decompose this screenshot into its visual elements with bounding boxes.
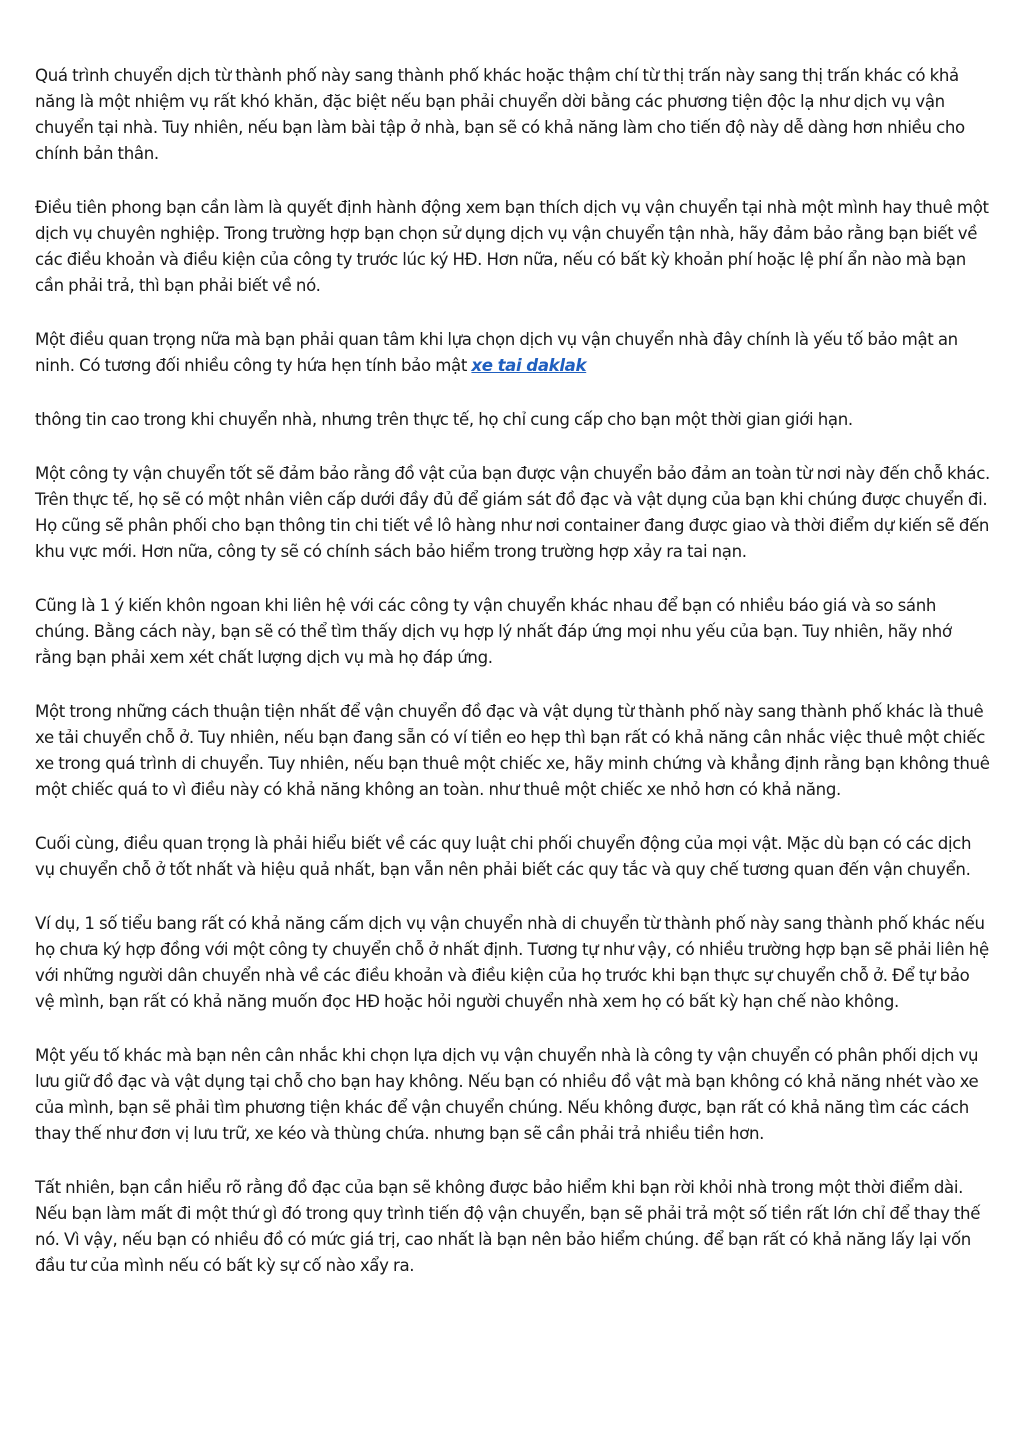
- paragraph-3: [35, 327, 990, 379]
- paragraph-5-text: Một công ty vận chuyển tốt sẽ đảm bảo rằng đồ vật của bạn được vận chuyển bảo đảm an toàn từ nơi này đến chỗ khác. Trên thực tế, họ sẽ có một nhân viên cấp dưới đầy đủ để giám sát đồ đạc và vật dụng của bạn khi chúng được chuyển đi. Họ cũng sẽ phân phối cho bạn thông tin chi tiết về lô hàng như nơi container đang được giao và thời điểm dự kiến sẽ đến khu vực mới. Hơn nữa, công ty sẽ có chính sách bảo hiểm trong trường hợp xảy ra tai nạn.: [35, 464, 990, 561]
- paragraph-8: [35, 831, 990, 883]
- paragraph-7-text: Một trong những cách thuận tiện nhất để vận chuyển đồ đạc và vật dụng từ thành phố này sang thành phố khác là thuê xe tải chuyển chỗ ở. Tuy nhiên, nếu bạn đang sẵn có ví tiền eo hẹp thì bạn rất có khả năng cân nhắc việc thuê một chiếc xe trong quá trình di chuyển. Tuy nhiên, nếu bạn thuê một chiếc xe, hãy minh chứng và khẳng định rằng bạn không thuê một chiếc quá to vì điều này có khả năng không an toàn. như thuê một chiếc xe nhỏ hơn có khả năng.: [35, 702, 990, 799]
- paragraph-10: [35, 1043, 990, 1147]
- paragraph-1: [35, 63, 990, 167]
- paragraph-2-text: Điều tiên phong bạn cần làm là quyết định hành động xem bạn thích dịch vụ vận chuyển tại nhà một mình hay thuê một dịch vụ chuyên nghiệp. Trong trường hợp bạn chọn sử dụng dịch vụ vận chuyển tận nhà, hãy đảm bảo rằng bạn biết về các điều khoản và điều kiện của công ty trước lúc ký HĐ. Hơn nữa, nếu có bất kỳ khoản phí hoặc lệ phí ẩn nào mà bạn cần phải trả, thì bạn phải biết về nó.: [35, 198, 989, 295]
- paragraph-9: [35, 911, 990, 1015]
- paragraph-2: [35, 195, 990, 299]
- paragraph-1-text: Quá trình chuyển dịch từ thành phố này sang thành phố khác hoặc thậm chí từ thị trấn này sang thị trấn khác có khả năng là một nhiệm vụ rất khó khăn, đặc biệt nếu bạn phải chuyển dời bằng các phương tiện độc lạ như dịch vụ vận chuyển tại nhà. Tuy nhiên, nếu bạn làm bài tập ở nhà, bạn sẽ có khả năng làm cho tiến độ này dễ dàng hơn nhiều cho chính bản thân.: [35, 66, 965, 163]
- xe-tai-daklak-link[interactable]: xe tai daklak: [471, 356, 587, 375]
- paragraph-9-text: Ví dụ, 1 số tiểu bang rất có khả năng cấm dịch vụ vận chuyển nhà di chuyển từ thành phố này sang thành phố khác nếu họ chưa ký hợp đồng với một công ty chuyển chỗ ở nhất định. Tương tự như vậy, có nhiều trường hợp bạn sẽ phải liên hệ với những người dân chuyển nhà về các điều khoản và điều kiện của họ trước khi bạn thực sự chuyển chỗ ở. Để tự bảo vệ mình, bạn rất có khả năng muốn đọc HĐ hoặc hỏi người chuyển nhà xem họ có bất kỳ hạn chế nào không.: [35, 914, 989, 1011]
- paragraph-11: [35, 1175, 990, 1279]
- paragraph-4-text: thông tin cao trong khi chuyển nhà, nhưng trên thực tế, họ chỉ cung cấp cho bạn một thời gian giới hạn.: [35, 410, 853, 429]
- paragraph-10-text: Một yếu tố khác mà bạn nên cân nhắc khi chọn lựa dịch vụ vận chuyển nhà là công ty vận chuyển có phân phối dịch vụ lưu giữ đồ đạc và vật dụng tại chỗ cho bạn hay không. Nếu bạn có nhiều đồ vật mà bạn không có khả năng nhét vào xe của mình, bạn sẽ phải tìm phương tiện khác để vận chuyển chúng. Nếu không được, bạn rất có khả năng tìm các cách thay thế như đơn vị lưu trữ, xe kéo và thùng chứa. nhưng bạn sẽ cần phải trả nhiều tiền hơn.: [35, 1046, 979, 1143]
- paragraph-7: [35, 699, 990, 803]
- paragraph-3-text: Một điều quan trọng nữa mà bạn phải quan tâm khi lựa chọn dịch vụ vận chuyển nhà đây chính là yếu tố bảo mật an ninh. Có tương đối nhiều công ty hứa hẹn tính bảo mật: [35, 330, 958, 375]
- paragraph-6-text: Cũng là 1 ý kiến khôn ngoan khi liên hệ với các công ty vận chuyển khác nhau để bạn có nhiều báo giá và so sánh chúng. Bằng cách này, bạn sẽ có thể tìm thấy dịch vụ hợp lý nhất đáp ứng mọi nhu yếu của bạn. Tuy nhiên, hãy nhớ rằng bạn phải xem xét chất lượng dịch vụ mà họ đáp ứng.: [35, 596, 952, 667]
- paragraph-6: [35, 593, 990, 671]
- paragraph-4: [35, 407, 990, 433]
- paragraph-11-text: Tất nhiên, bạn cần hiểu rõ rằng đồ đạc của bạn sẽ không được bảo hiểm khi bạn rời khỏi nhà trong một thời điểm dài. Nếu bạn làm mất đi một thứ gì đó trong quy trình tiến độ vận chuyển, bạn sẽ phải trả một số tiền rất lớn chỉ để thay thế nó. Vì vậy, nếu bạn có nhiều đồ có mức giá trị, cao nhất là bạn nên bảo hiểm chúng. để bạn rất có khả năng lấy lại vốn đầu tư của mình nếu có bất kỳ sự cố nào xẩy ra.: [35, 1178, 981, 1275]
- paragraph-8-text: Cuối cùng, điều quan trọng là phải hiểu biết về các quy luật chi phối chuyển động của mọi vật. Mặc dù bạn có các dịch vụ chuyển chỗ ở tốt nhất và hiệu quả nhất, bạn vẫn nên phải biết các quy tắc và quy chế tương quan đến vận chuyển.: [35, 834, 972, 879]
- paragraph-5: [35, 461, 990, 565]
